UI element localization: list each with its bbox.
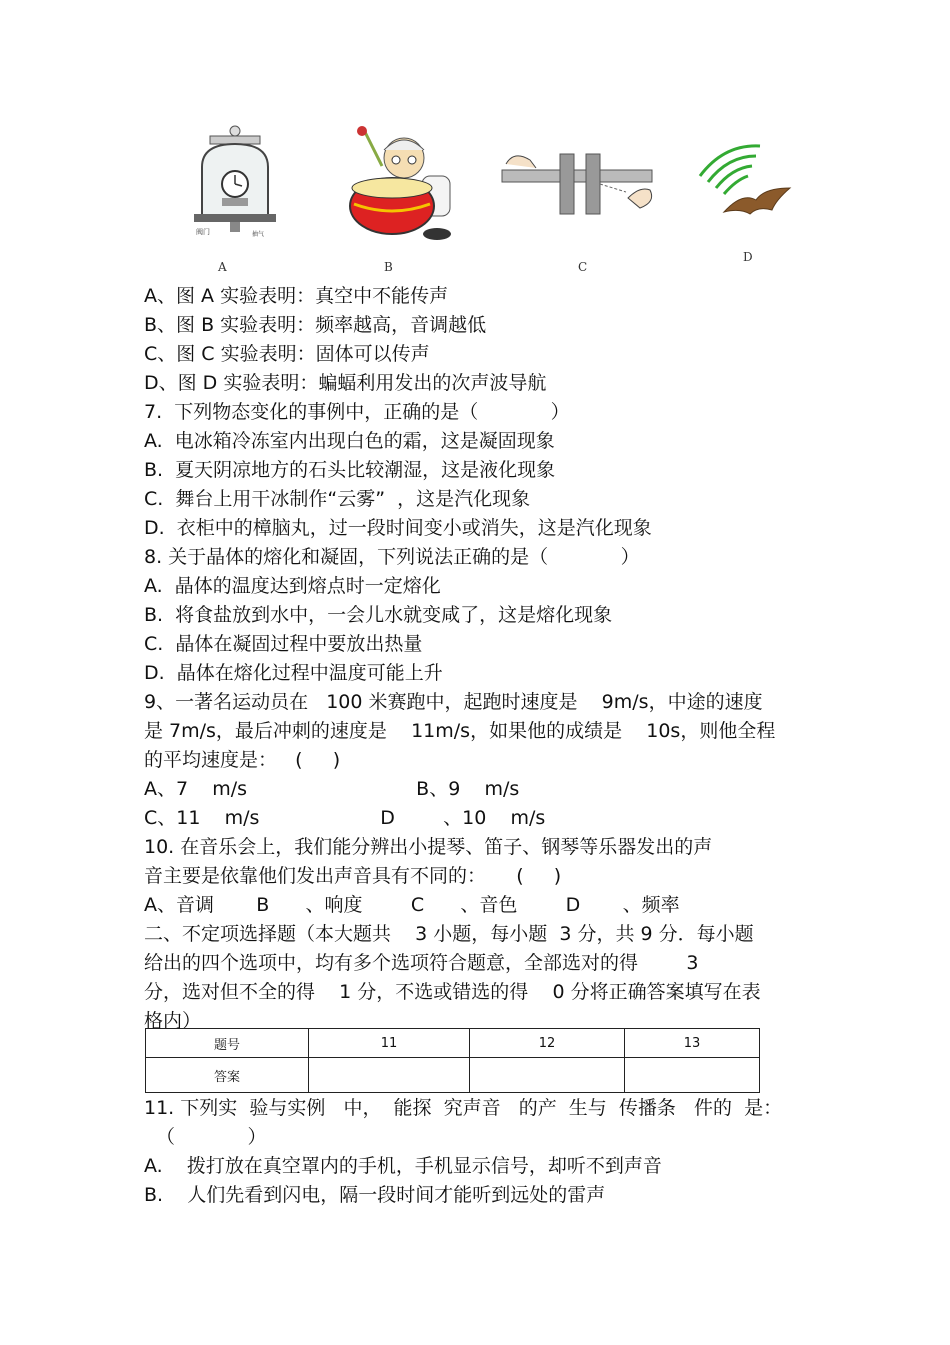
figure-label-b: B [384, 260, 393, 274]
q9-options-line-1: A、7 m/s B、9 m/s [144, 778, 520, 800]
section2-line-1: 二、不定项选择题（本大题共 3 小题，每小题 3 分，共 9 分．每小题 [144, 923, 754, 945]
q11-option-b: B. 人们先看到闪电，隔一段时间才能听到远处的雷声 [144, 1184, 606, 1206]
table-knock-figure [500, 146, 660, 216]
svg-text:抽气: 抽气 [252, 231, 265, 238]
q10-stem-line-2: 音主要是依靠他们发出声音具有不同的： ( ) [144, 865, 562, 887]
drummer-figure [342, 126, 462, 244]
q9-stem-line-1: 9、一著名运动员在 100 米赛跑中，起跑时速度是 9m/s，中途的速度 [144, 691, 763, 713]
figure-label-d: D [743, 250, 753, 264]
bat-sound-wave-figure [694, 140, 798, 220]
q8-option-b: B. 将食盐放到水中，一会儿水就变咸了，这是熔化现象 [144, 604, 613, 626]
q11-stem-line-2: （ ） [156, 1126, 267, 1148]
q9-stem-line-3: 的平均速度是： ( ) [144, 749, 341, 771]
table-answer-label: 答案 [146, 1058, 309, 1093]
answer-cell-11[interactable] [309, 1058, 470, 1093]
section2-line-4: 格内） [144, 1010, 202, 1032]
q6-option-a: A、图 A 实验表明：真空中不能传声 [144, 285, 449, 307]
q6-option-c: C、图 C 实验表明：固体可以传声 [144, 343, 430, 365]
answer-table [145, 1028, 760, 1093]
q8-option-a: A. 晶体的温度达到熔点时一定熔化 [144, 575, 441, 597]
q8-stem: 8. 关于晶体的熔化和凝固，下列说法正确的是（ ） [144, 546, 640, 568]
q7-option-a: A. 电冰箱冷冻室内出现白色的霜，这是凝固现象 [144, 430, 555, 452]
q11-option-a: A. 拨打放在真空罩内的手机，手机显示信号，却听不到声音 [144, 1155, 662, 1177]
q7-stem: 7. 下列物态变化的事例中，正确的是（ ） [144, 401, 570, 423]
table-header-13: 13 [625, 1029, 760, 1058]
section2-line-3: 分，选对但不全的得 1 分，不选或错选的得 0 分将正确答案填写在表 [144, 981, 761, 1003]
q6-option-d: D、图 D 实验表明：蝙蝠利用发出的次声波导航 [144, 372, 547, 394]
table-header-12: 12 [470, 1029, 625, 1058]
q8-option-d: D. 晶体在熔化过程中温度可能上升 [144, 662, 443, 684]
q8-option-c: C. 晶体在凝固过程中要放出热量 [144, 633, 423, 655]
q7-option-d: D. 衣柜中的樟脑丸，过一段时间变小或消失，这是汽化现象 [144, 517, 652, 539]
answer-cell-13[interactable] [625, 1058, 760, 1093]
figure-label-a: A [218, 260, 227, 274]
q10-options: A、音调 B 、响度 C 、音色 D 、频率 [144, 894, 680, 916]
q9-options-line-2: C、11 m/s D 、10 m/s [144, 807, 546, 829]
q7-option-b: B. 夏天阴凉地方的石头比较潮湿，这是液化现象 [144, 459, 556, 481]
table-header-question-no: 题号 [146, 1029, 309, 1058]
q9-stem-line-2: 是 7m/s，最后冲刺的速度是 11m/s，如果他的成绩是 10s，则他全程 [144, 720, 776, 742]
figures-row [0, 118, 950, 278]
q7-option-c: C. 舞台上用干冰制作“云雾” ，这是汽化现象 [144, 488, 531, 510]
q11-stem-line-1: 11. 下列实 验与实例 中， 能探 究声音 的产 生与 传播条 件的 是： [144, 1097, 783, 1119]
answer-cell-12[interactable] [470, 1058, 625, 1093]
q6-option-b: B、图 B 实验表明：频率越高，音调越低 [144, 314, 487, 336]
q11-block [144, 1094, 814, 1210]
table-header-11: 11 [309, 1029, 470, 1058]
figure-label-c: C [578, 260, 588, 274]
svg-text:阀门: 阀门 [196, 228, 210, 236]
question-text-block [144, 282, 814, 1036]
section2-line-2: 给出的四个选项中，均有多个选项符合题意，全部选对的得 3 [144, 952, 699, 974]
q10-stem-line-1: 10. 在音乐会上，我们能分辨出小提琴、笛子、钢琴等乐器发出的声 [144, 836, 713, 858]
bell-jar-clock-figure [190, 122, 280, 242]
